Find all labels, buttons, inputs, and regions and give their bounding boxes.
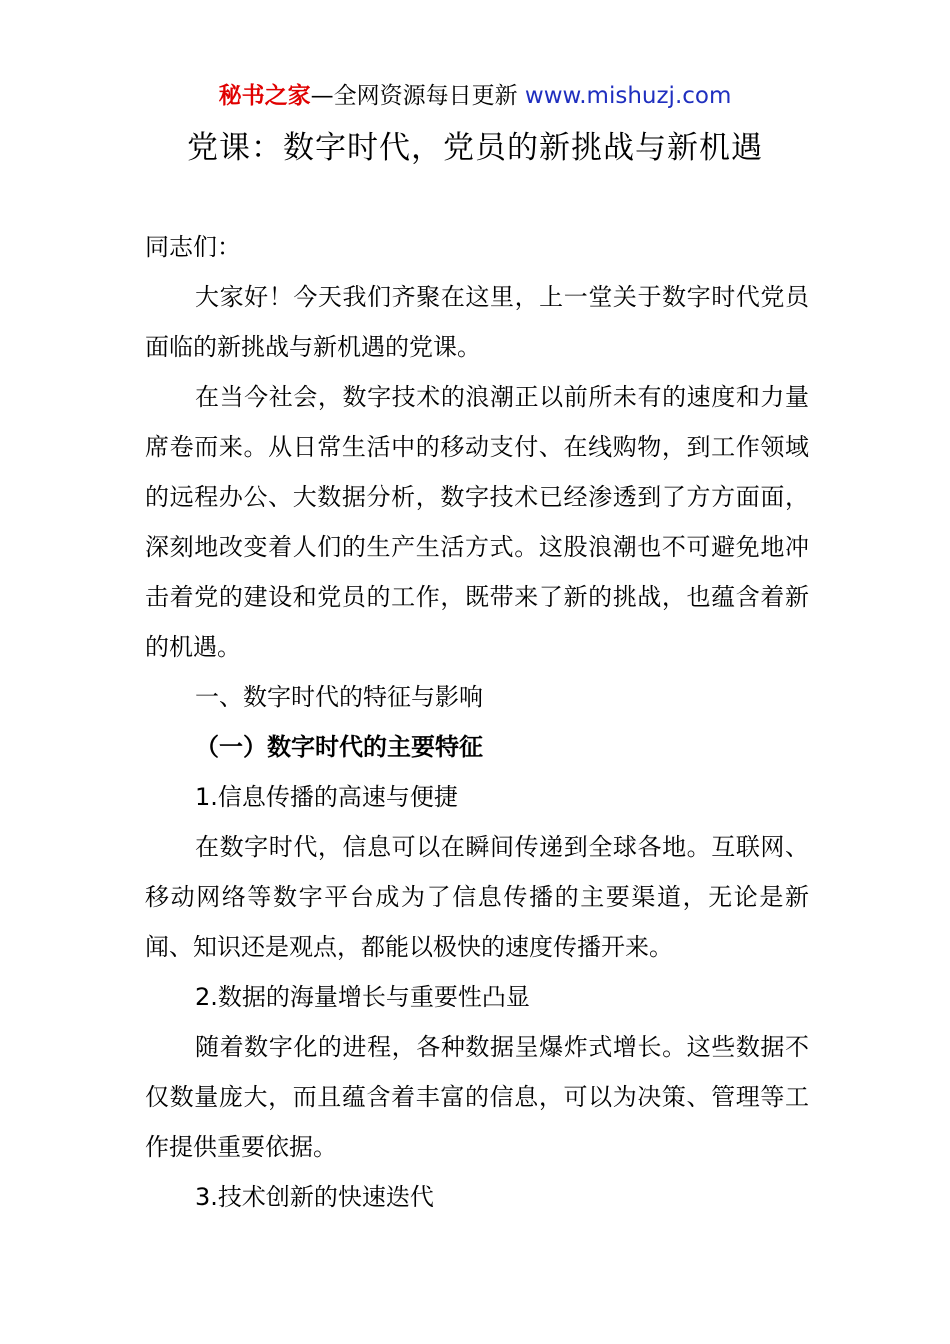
paragraph-greeting: 大家好！今天我们齐聚在这里，上一堂关于数字时代党员面临的新挑战与新机遇的党课。 xyxy=(145,283,809,361)
salutation: 同志们： xyxy=(145,233,241,261)
subsection-heading-1: （一）数字时代的主要特征 xyxy=(195,733,483,761)
site-url[interactable]: www.mishuzj.com xyxy=(524,83,732,109)
document-title: 党课：数字时代，党员的新挑战与新机遇 xyxy=(187,130,763,166)
item-heading-3: 3.技术创新的快速迭代 xyxy=(195,1183,434,1211)
paragraph-intro: 在当今社会，数字技术的浪潮正以前所未有的速度和力量席卷而来。从日常生活中的移动支付、在线购物，到工作领域的远程办公、大数据分析，数字技术已经渗透到了方方面面，深刻地改变着人们的生产生活方式。这股浪潮也不可避免地冲击着党的建设和党员的工作，既带来了新的挑战，也蕴含着新的机遇。 xyxy=(145,383,809,661)
site-header xyxy=(0,80,950,112)
site-tagline: —全网资源每日更新 xyxy=(310,83,518,109)
item-heading-1: 1.信息传播的高速与便捷 xyxy=(195,783,458,811)
site-name: 秘书之家 xyxy=(218,83,311,109)
document-body xyxy=(145,222,809,1222)
item-heading-2: 2.数据的海量增长与重要性凸显 xyxy=(195,983,530,1011)
section-heading-1: 一、数字时代的特征与影响 xyxy=(195,683,483,711)
paragraph-item-1: 在数字时代，信息可以在瞬间传递到全球各地。互联网、移动网络等数字平台成为了信息传播的主要渠道，无论是新闻、知识还是观点，都能以极快的速度传播开来。 xyxy=(145,833,809,961)
paragraph-item-2: 随着数字化的进程，各种数据呈爆炸式增长。这些数据不仅数量庞大，而且蕴含着丰富的信息，可以为决策、管理等工作提供重要依据。 xyxy=(145,1033,809,1161)
